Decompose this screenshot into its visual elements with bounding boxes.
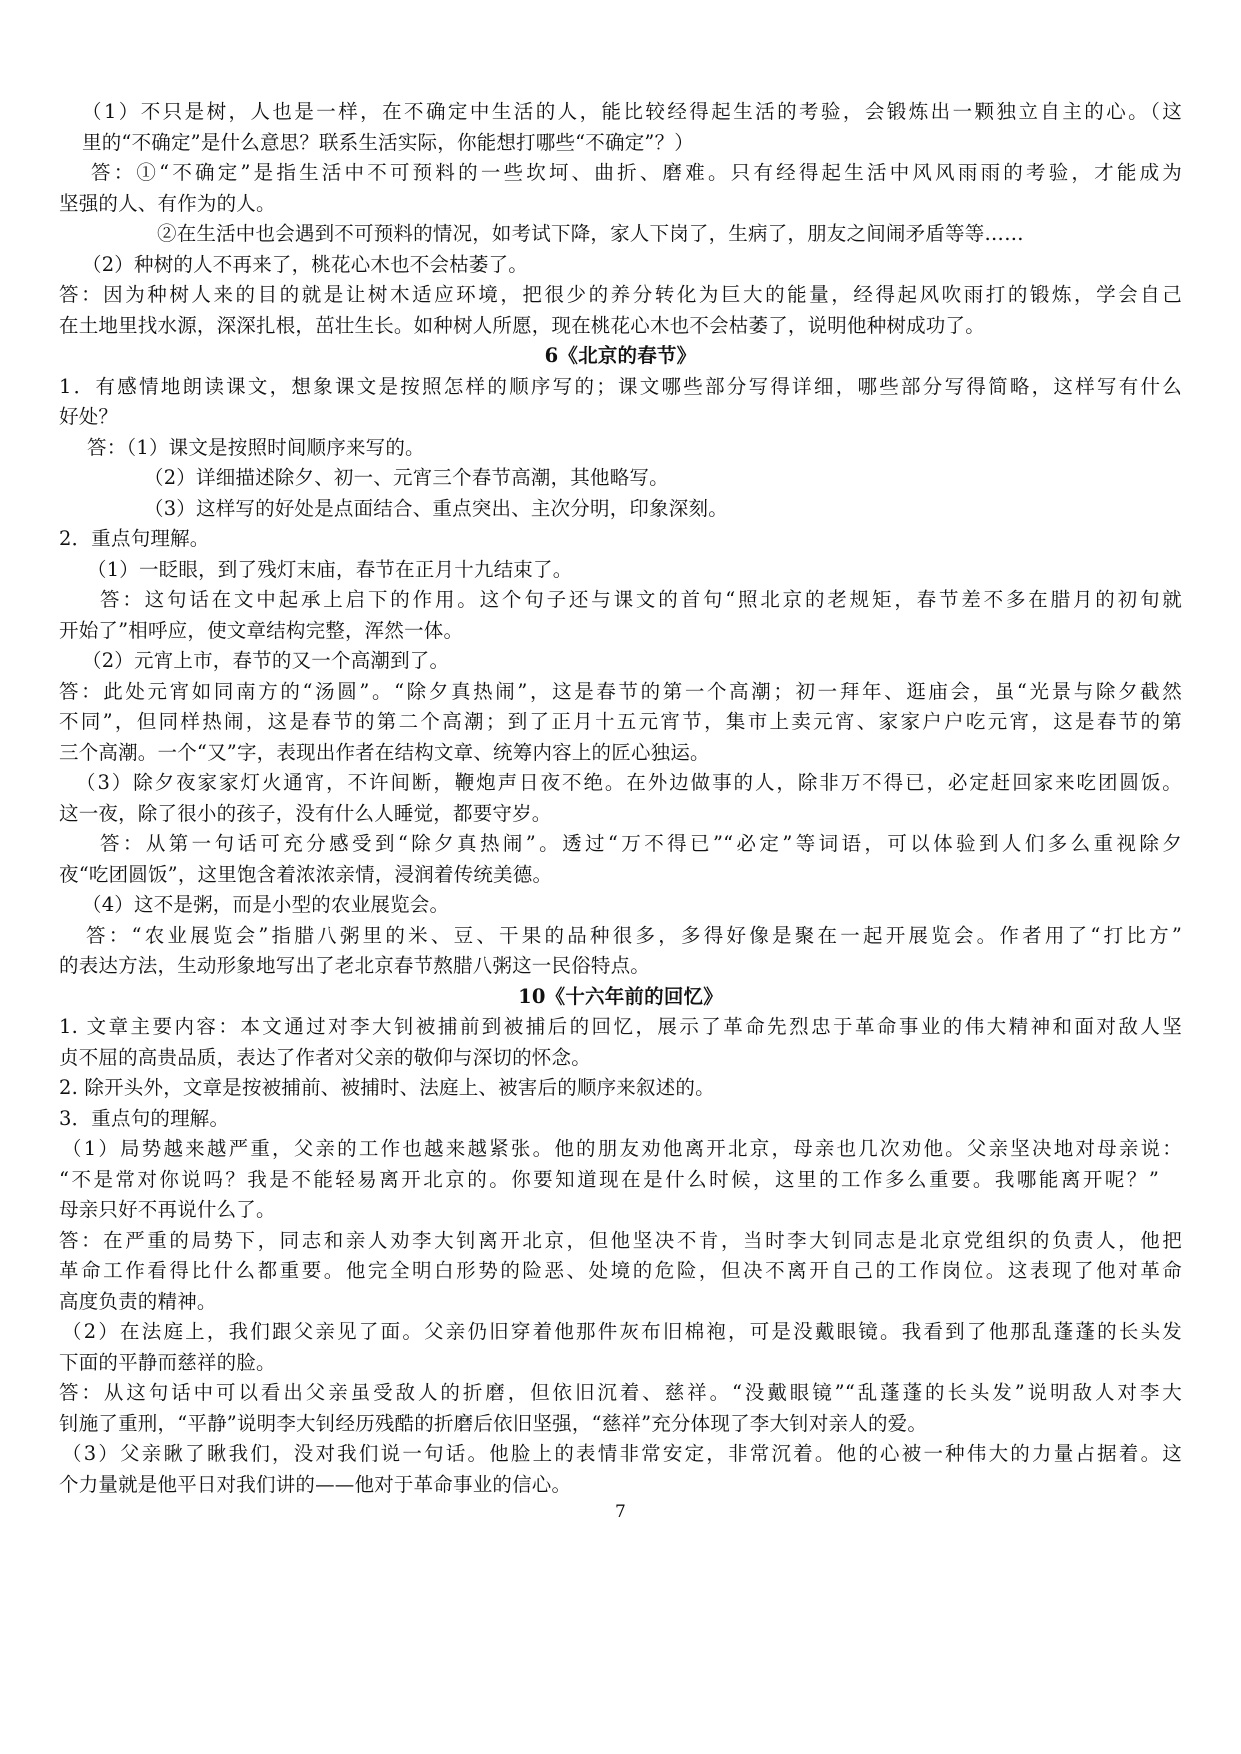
text-line: 答：“农业展览会”指腊八粥里的米、豆、干果的品种很多，多得好像是聚在一起开展览会。作者用了“打比方”	[86, 924, 1182, 947]
text-line: 三个高潮。一个“又”字，表现出作者在结构文章、统筹内容上的匠心独运。	[59, 741, 710, 764]
text-line: （2）详细描述除夕、初一、元宵三个春节高潮，其他略写。	[144, 466, 669, 489]
text-line: 好处？	[59, 405, 119, 428]
section-title: 6《北京的春节》	[544, 344, 697, 367]
text-line: 在土地里找水源，深深扎根，茁壮生长。如种树人所愿，现在桃花心木也不会枯萎了，说明他种树成功了。	[59, 314, 985, 337]
section-title: 10《十六年前的回忆》	[518, 985, 723, 1008]
text-line: （3）除夕夜家家灯火通宵，不许间断，鞭炮声日夜不绝。在外边做事的人，除非万不得已，必定赶回家来吃团圆饭。	[76, 771, 1182, 794]
text-line: 坚强的人、有作为的人。	[59, 192, 276, 215]
text-line: （3）这样写的好处是点面结合、重点突出、主次分明，印象深刻。	[144, 497, 728, 520]
text-line: 钊施了重刑，“平静”说明李大钊经历残酷的折磨后依旧坚强，“慈祥”充分体现了李大钊对亲人的爱。	[59, 1412, 928, 1435]
page-number: 7	[614, 1502, 627, 1522]
text-line: 1. 文章主要内容：本文通过对李大钊被捕前到被捕后的回忆，展示了革命先烈忠于革命事业的伟大精神和面对敌人坚	[59, 1015, 1182, 1038]
text-line: “不是常对你说吗？我是不能轻易离开北京的。你要知道现在是什么时候，这里的工作多么重要。我哪能离开呢？”	[59, 1168, 1159, 1191]
text-line: 2. 除开头外，文章是按被捕前、被捕时、法庭上、被害后的顺序来叙述的。	[59, 1076, 715, 1099]
text-line: 1．有感情地朗读课文，想象课文是按照怎样的顺序写的；课文哪些部分写得详细，哪些部分写得简略，这样写有什么	[59, 375, 1182, 398]
text-line: （1）局势越来越严重，父亲的工作也越来越紧张。他的朋友劝他离开北京，母亲也几次劝他。父亲坚决地对母亲说：	[62, 1137, 1182, 1160]
text-line: （4）这不是粥，而是小型的农业展览会。	[82, 893, 450, 916]
text-line: 下面的平静而慈祥的脸。	[59, 1351, 276, 1374]
text-line: 3．重点句的理解。	[59, 1107, 230, 1130]
text-line: （1）不只是树，人也是一样，在不确定中生活的人，能比较经得起生活的考验，会锻炼出一颗独立自主的心。（这	[82, 100, 1182, 123]
text-line: 答：这句话在文中起承上启下的作用。这个句子还与课文的首句“照北京的老规矩，春节差不多在腊月的初旬就	[100, 588, 1182, 611]
text-line: 开始了”相呼应，使文章结构完整，浑然一体。	[59, 619, 464, 642]
text-line: 高度负责的精神。	[59, 1290, 217, 1313]
text-line: 2．重点句理解。	[59, 527, 210, 550]
text-line: 贞不屈的高贵品质，表达了作者对父亲的敬仰与深切的怀念。	[59, 1046, 591, 1069]
text-line: 革命工作看得比什么都重要。他完全明白形势的险恶、处境的危险，但决不离开自己的工作岗位。这表现了他对革命	[59, 1259, 1182, 1282]
text-line: 不同”，但同样热闹，这是春节的第二个高潮；到了正月十五元宵节，集市上卖元宵、家家户户吃元宵，这是春节的第	[59, 710, 1182, 733]
text-line: 答：从这句话中可以看出父亲虽受敌人的折磨，但依旧沉着、慈祥。“没戴眼镜”“乱蓬蓬的长头发”说明敌人对李大	[59, 1381, 1182, 1404]
text-line: 母亲只好不再说什么了。	[59, 1198, 276, 1221]
text-line: 答：因为种树人来的目的就是让树木适应环境，把很少的养分转化为巨大的能量，经得起风吹雨打的锻炼，学会自己	[59, 283, 1182, 306]
text-line: （2）在法庭上，我们跟父亲见了面。父亲仍旧穿着他那件灰布旧棉袍，可是没戴眼镜。我看到了他那乱蓬蓬的长头发	[62, 1320, 1182, 1343]
text-line: ②在生活中也会遇到不可预料的情况，如考试下降，家人下岗了，生病了，朋友之间闹矛盾等等……	[157, 222, 1024, 245]
text-line: 个力量就是他平日对我们讲的——他对于革命事业的信心。	[59, 1473, 572, 1496]
text-line: （2）种树的人不再来了，桃花心木也不会枯萎了。	[82, 253, 529, 276]
text-line: 里的“不确定”是什么意思？联系生活实际，你能想打哪些“不确定”？）	[82, 131, 694, 154]
text-line: 答：此处元宵如同南方的“汤圆”。“除夕真热闹”，这是春节的第一个高潮；初一拜年、逛庙会，虽“光景与除夕截然	[59, 680, 1182, 703]
text-line: 答：（1）课文是按照时间顺序来写的。	[87, 436, 425, 459]
text-line: 答：在严重的局势下，同志和亲人劝李大钊离开北京，但他坚决不肯，当时李大钊同志是北京党组织的负责人，他把	[59, 1229, 1182, 1252]
text-line: （1）一眨眼，到了残灯末庙，春节在正月十九结束了。	[87, 558, 573, 581]
text-line: （2）元宵上市，春节的又一个高潮到了。	[82, 649, 450, 672]
text-line: 答：①“不确定”是指生活中不可预料的一些坎坷、曲折、磨难。只有经得起生活中风风雨雨的考验，才能成为	[91, 161, 1182, 184]
text-line: （3）父亲瞅了瞅我们，没对我们说一句话。他脸上的表情非常安定，非常沉着。他的心被一种伟大的力量占据着。这	[62, 1442, 1182, 1465]
text-line: 的表达方法，生动形象地写出了老北京春节熬腊八粥这一民俗特点。	[59, 954, 651, 977]
text-line: 答：从第一句话可充分感受到“除夕真热闹”。透过“万不得已”“必定”等词语，可以体验到人们多么重视除夕	[100, 832, 1182, 855]
text-line: 夜“吃团圆饭”，这里饱含着浓浓亲情，浸润着传统美德。	[59, 863, 553, 886]
text-line: 这一夜，除了很小的孩子，没有什么人睡觉，都要守岁。	[59, 802, 552, 825]
